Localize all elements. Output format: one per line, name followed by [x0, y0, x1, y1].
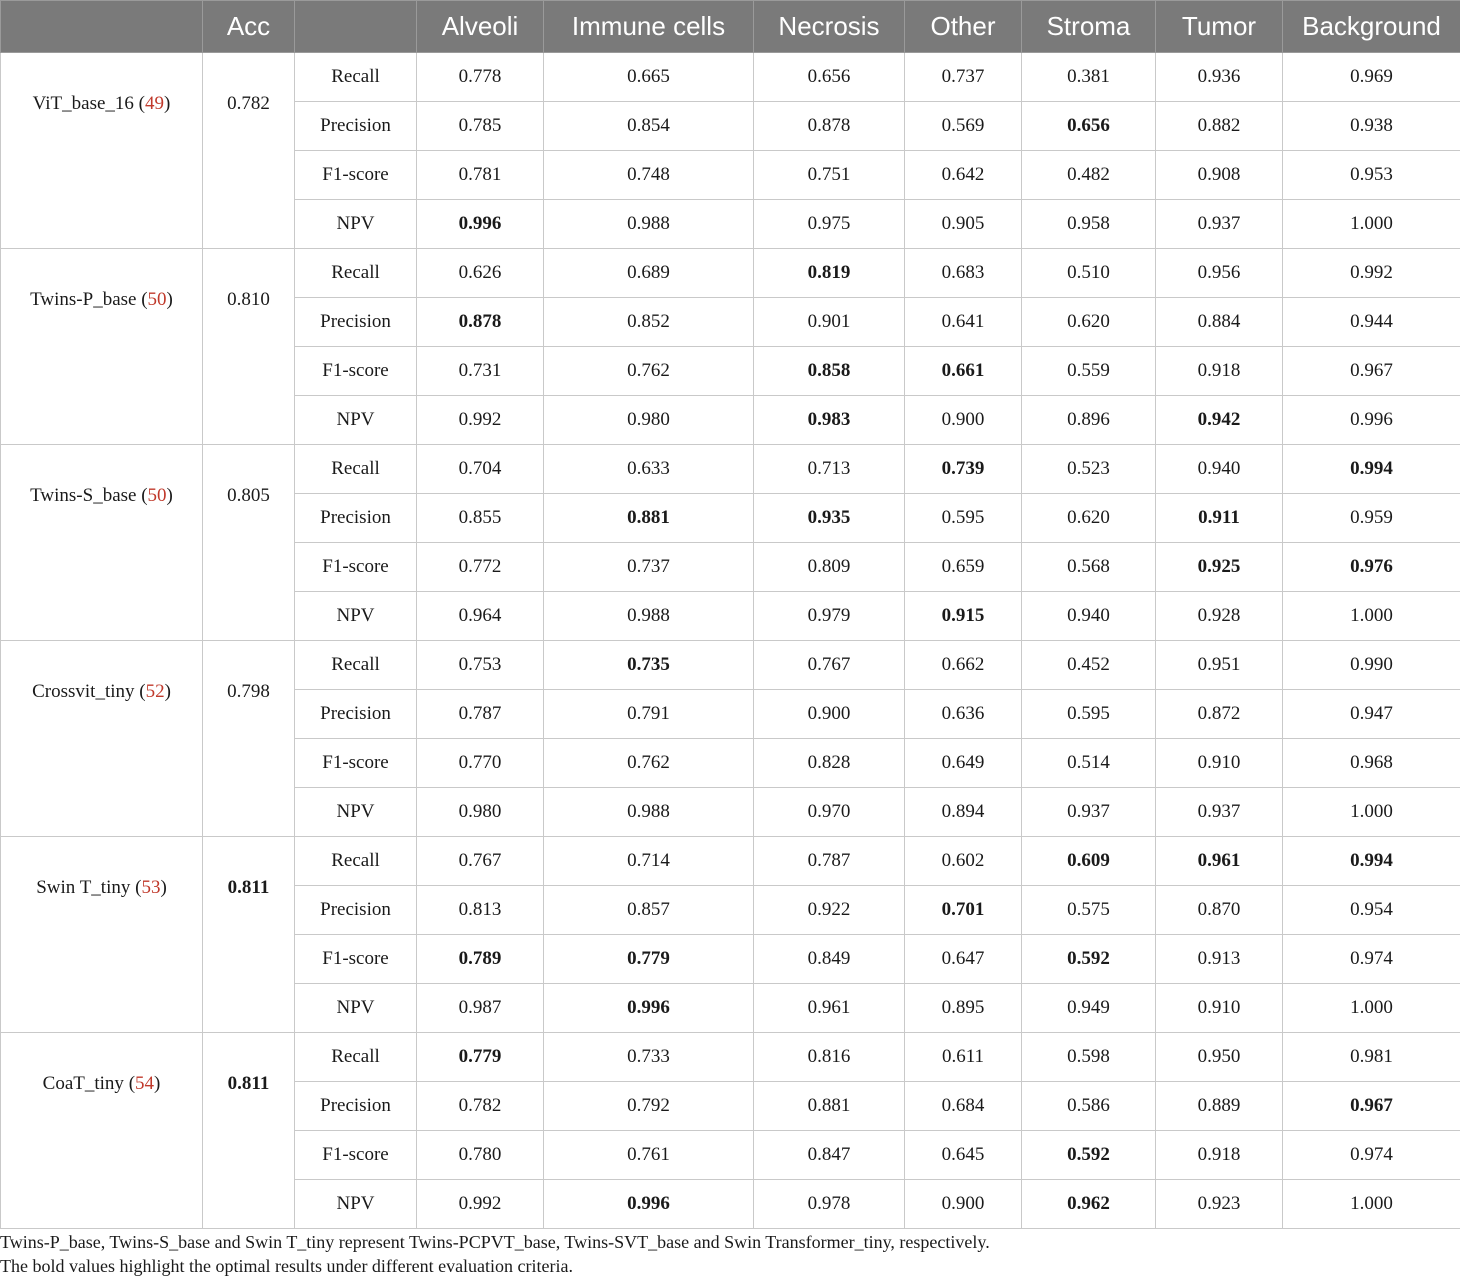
value-cell: 0.974	[1283, 935, 1460, 984]
value-cell: 0.780	[417, 1131, 544, 1180]
value-cell: 0.849	[754, 935, 905, 984]
value-cell: 0.878	[754, 102, 905, 151]
value-cell: 0.575	[1022, 886, 1156, 935]
reference-link[interactable]: 52	[145, 681, 165, 702]
value-cell: 0.911	[1156, 494, 1283, 543]
value-cell: 0.569	[905, 102, 1022, 151]
header-class-necrosis: Necrosis	[754, 1, 905, 53]
value-cell: 0.778	[417, 53, 544, 102]
value-cell: 0.992	[417, 1180, 544, 1229]
value-cell: 0.900	[754, 690, 905, 739]
value-cell: 0.714	[544, 837, 754, 886]
value-cell: 0.951	[1156, 641, 1283, 690]
footnote-bold-values: The bold values highlight the optimal results under different evaluation criteria.	[0, 1256, 574, 1276]
value-cell: 0.819	[754, 249, 905, 298]
accuracy-cell: 0.811	[203, 1033, 295, 1229]
metric-label: Precision	[295, 690, 417, 739]
header-row	[1, 1, 1460, 53]
table-row	[1, 445, 1460, 494]
value-cell: 0.918	[1156, 1131, 1283, 1180]
value-cell: 0.953	[1283, 151, 1460, 200]
value-cell: 0.987	[417, 984, 544, 1033]
model-name: Swin T_tiny	[36, 877, 131, 898]
value-cell: 0.813	[417, 886, 544, 935]
value-cell: 0.785	[417, 102, 544, 151]
value-cell: 0.978	[754, 1180, 905, 1229]
value-cell: 0.737	[905, 53, 1022, 102]
table-row	[1, 837, 1460, 886]
metric-label: Recall	[295, 1033, 417, 1082]
value-cell: 0.647	[905, 935, 1022, 984]
metric-label: Recall	[295, 445, 417, 494]
value-cell: 0.665	[544, 53, 754, 102]
value-cell: 0.922	[754, 886, 905, 935]
value-cell: 0.662	[905, 641, 1022, 690]
value-cell: 0.983	[754, 396, 905, 445]
metric-label: NPV	[295, 788, 417, 837]
value-cell: 0.949	[1022, 984, 1156, 1033]
value-cell: 1.000	[1283, 592, 1460, 641]
value-cell: 0.761	[544, 1131, 754, 1180]
value-cell: 0.935	[754, 494, 905, 543]
value-cell: 0.735	[544, 641, 754, 690]
reference-link[interactable]: 50	[147, 289, 167, 310]
metric-label: Recall	[295, 53, 417, 102]
value-cell: 0.878	[417, 298, 544, 347]
value-cell: 0.910	[1156, 984, 1283, 1033]
value-cell: 0.881	[544, 494, 754, 543]
value-cell: 0.659	[905, 543, 1022, 592]
model-name-cell: CoaT_tiny (54)	[1, 1033, 203, 1229]
value-cell: 1.000	[1283, 200, 1460, 249]
value-cell: 0.881	[754, 1082, 905, 1131]
metric-label: F1-score	[295, 739, 417, 788]
value-cell: 0.964	[417, 592, 544, 641]
value-cell: 0.975	[754, 200, 905, 249]
header-class-tumor: Tumor	[1156, 1, 1283, 53]
value-cell: 0.889	[1156, 1082, 1283, 1131]
metric-label: F1-score	[295, 151, 417, 200]
value-cell: 0.954	[1283, 886, 1460, 935]
metric-label: F1-score	[295, 543, 417, 592]
value-cell: 0.988	[544, 788, 754, 837]
metric-label: Recall	[295, 641, 417, 690]
value-cell: 0.996	[544, 1180, 754, 1229]
value-cell: 0.592	[1022, 1131, 1156, 1180]
model-name: ViT_base_16	[32, 93, 134, 114]
value-cell: 0.731	[417, 347, 544, 396]
value-cell: 0.858	[754, 347, 905, 396]
value-cell: 0.733	[544, 1033, 754, 1082]
value-cell: 0.620	[1022, 494, 1156, 543]
value-cell: 1.000	[1283, 788, 1460, 837]
value-cell: 0.847	[754, 1131, 905, 1180]
metric-label: F1-score	[295, 347, 417, 396]
table-row	[1, 1033, 1460, 1082]
value-cell: 0.592	[1022, 935, 1156, 984]
model-name: Crossvit_tiny	[32, 681, 135, 702]
value-cell: 0.701	[905, 886, 1022, 935]
value-cell: 0.962	[1022, 1180, 1156, 1229]
header-class-other: Other	[905, 1, 1022, 53]
value-cell: 0.611	[905, 1033, 1022, 1082]
value-cell: 0.979	[754, 592, 905, 641]
value-cell: 0.633	[544, 445, 754, 494]
value-cell: 0.910	[1156, 739, 1283, 788]
value-cell: 0.852	[544, 298, 754, 347]
value-cell: 0.968	[1283, 739, 1460, 788]
accuracy-cell: 0.782	[203, 53, 295, 249]
value-cell: 0.689	[544, 249, 754, 298]
value-cell: 0.900	[905, 1180, 1022, 1229]
value-cell: 0.595	[1022, 690, 1156, 739]
metric-label: Precision	[295, 494, 417, 543]
metric-label: NPV	[295, 1180, 417, 1229]
reference-link[interactable]: 50	[147, 485, 167, 506]
value-cell: 0.779	[544, 935, 754, 984]
value-cell: 0.683	[905, 249, 1022, 298]
value-cell: 0.854	[544, 102, 754, 151]
value-cell: 0.792	[544, 1082, 754, 1131]
value-cell: 0.510	[1022, 249, 1156, 298]
value-cell: 0.602	[905, 837, 1022, 886]
value-cell: 1.000	[1283, 984, 1460, 1033]
value-cell: 0.947	[1283, 690, 1460, 739]
value-cell: 0.961	[1156, 837, 1283, 886]
value-cell: 0.645	[905, 1131, 1022, 1180]
value-cell: 0.950	[1156, 1033, 1283, 1082]
value-cell: 0.994	[1283, 445, 1460, 494]
value-cell: 0.781	[417, 151, 544, 200]
value-cell: 0.816	[754, 1033, 905, 1082]
value-cell: 0.514	[1022, 739, 1156, 788]
value-cell: 0.981	[1283, 1033, 1460, 1082]
value-cell: 0.636	[905, 690, 1022, 739]
value-cell: 0.791	[544, 690, 754, 739]
value-cell: 0.915	[905, 592, 1022, 641]
value-cell: 0.913	[1156, 935, 1283, 984]
value-cell: 0.872	[1156, 690, 1283, 739]
accuracy-cell: 0.805	[203, 445, 295, 641]
value-cell: 0.523	[1022, 445, 1156, 494]
value-cell: 0.884	[1156, 298, 1283, 347]
model-name: CoaT_tiny	[42, 1073, 124, 1094]
value-cell: 0.928	[1156, 592, 1283, 641]
value-cell: 0.996	[544, 984, 754, 1033]
value-cell: 0.988	[544, 592, 754, 641]
value-cell: 0.684	[905, 1082, 1022, 1131]
metric-label: F1-score	[295, 935, 417, 984]
value-cell: 0.988	[544, 200, 754, 249]
value-cell: 0.751	[754, 151, 905, 200]
value-cell: 0.642	[905, 151, 1022, 200]
value-cell: 0.980	[544, 396, 754, 445]
value-cell: 0.967	[1283, 347, 1460, 396]
accuracy-cell: 0.811	[203, 837, 295, 1033]
value-cell: 0.559	[1022, 347, 1156, 396]
value-cell: 0.704	[417, 445, 544, 494]
value-cell: 0.649	[905, 739, 1022, 788]
metric-label: NPV	[295, 984, 417, 1033]
reference-link[interactable]: 49	[144, 93, 164, 114]
header-class-stroma: Stroma	[1022, 1, 1156, 53]
value-cell: 0.737	[544, 543, 754, 592]
value-cell: 0.767	[417, 837, 544, 886]
model-name: Twins-P_base	[30, 289, 137, 310]
header-class-alveoli: Alveoli	[417, 1, 544, 53]
value-cell: 0.996	[417, 200, 544, 249]
value-cell: 0.626	[417, 249, 544, 298]
value-cell: 0.905	[905, 200, 1022, 249]
value-cell: 0.598	[1022, 1033, 1156, 1082]
value-cell: 0.620	[1022, 298, 1156, 347]
value-cell: 0.896	[1022, 396, 1156, 445]
value-cell: 0.937	[1156, 788, 1283, 837]
metric-label: F1-score	[295, 1131, 417, 1180]
value-cell: 0.942	[1156, 396, 1283, 445]
metric-label: Recall	[295, 249, 417, 298]
value-cell: 0.595	[905, 494, 1022, 543]
value-cell: 0.787	[754, 837, 905, 886]
value-cell: 0.937	[1156, 200, 1283, 249]
value-cell: 0.967	[1283, 1082, 1460, 1131]
header-metric	[295, 1, 417, 53]
value-cell: 0.762	[544, 739, 754, 788]
value-cell: 0.586	[1022, 1082, 1156, 1131]
value-cell: 0.779	[417, 1033, 544, 1082]
header-class-immune-cells: Immune cells	[544, 1, 754, 53]
value-cell: 0.894	[905, 788, 1022, 837]
model-name: Twins-S_base	[30, 485, 137, 506]
accuracy-cell: 0.798	[203, 641, 295, 837]
value-cell: 0.908	[1156, 151, 1283, 200]
value-cell: 0.828	[754, 739, 905, 788]
metric-label: Recall	[295, 837, 417, 886]
value-cell: 0.959	[1283, 494, 1460, 543]
value-cell: 0.782	[417, 1082, 544, 1131]
metric-label: Precision	[295, 886, 417, 935]
value-cell: 0.748	[544, 151, 754, 200]
value-cell: 0.870	[1156, 886, 1283, 935]
footnote-abbreviations: Twins-P_base, Twins-S_base and Swin T_tiny represent Twins-PCPVT_base, Twins-SVT_base and Swin Transformer_tiny, respectively.	[0, 1232, 990, 1252]
value-cell: 0.990	[1283, 641, 1460, 690]
header-class-background: Background	[1283, 1, 1460, 53]
value-cell: 0.923	[1156, 1180, 1283, 1229]
value-cell: 0.609	[1022, 837, 1156, 886]
metric-label: NPV	[295, 200, 417, 249]
value-cell: 0.789	[417, 935, 544, 984]
value-cell: 0.895	[905, 984, 1022, 1033]
accuracy-cell: 0.810	[203, 249, 295, 445]
value-cell: 0.970	[754, 788, 905, 837]
value-cell: 0.940	[1022, 592, 1156, 641]
value-cell: 0.996	[1283, 396, 1460, 445]
value-cell: 0.713	[754, 445, 905, 494]
value-cell: 0.992	[417, 396, 544, 445]
metric-label: Precision	[295, 1082, 417, 1131]
value-cell: 0.809	[754, 543, 905, 592]
value-cell: 0.976	[1283, 543, 1460, 592]
value-cell: 0.969	[1283, 53, 1460, 102]
value-cell: 0.772	[417, 543, 544, 592]
value-cell: 0.940	[1156, 445, 1283, 494]
model-name-cell: Crossvit_tiny (52)	[1, 641, 203, 837]
reference-link[interactable]: 54	[135, 1073, 155, 1094]
value-cell: 0.901	[754, 298, 905, 347]
metric-label: Precision	[295, 102, 417, 151]
value-cell: 0.452	[1022, 641, 1156, 690]
value-cell: 0.958	[1022, 200, 1156, 249]
value-cell: 0.855	[417, 494, 544, 543]
value-cell: 0.739	[905, 445, 1022, 494]
model-name-cell: Swin T_tiny (53)	[1, 837, 203, 1033]
metric-label: NPV	[295, 592, 417, 641]
value-cell: 0.882	[1156, 102, 1283, 151]
value-cell: 0.568	[1022, 543, 1156, 592]
value-cell: 0.857	[544, 886, 754, 935]
value-cell: 0.661	[905, 347, 1022, 396]
table-row	[1, 53, 1460, 102]
table-row	[1, 249, 1460, 298]
value-cell: 0.936	[1156, 53, 1283, 102]
value-cell: 0.656	[1022, 102, 1156, 151]
value-cell: 0.482	[1022, 151, 1156, 200]
value-cell: 0.641	[905, 298, 1022, 347]
metric-label: Precision	[295, 298, 417, 347]
value-cell: 0.956	[1156, 249, 1283, 298]
value-cell: 0.938	[1283, 102, 1460, 151]
value-cell: 0.900	[905, 396, 1022, 445]
value-cell: 0.787	[417, 690, 544, 739]
value-cell: 0.656	[754, 53, 905, 102]
table-footnotes	[0, 1230, 1460, 1278]
value-cell: 0.753	[417, 641, 544, 690]
header-model	[1, 1, 203, 53]
value-cell: 0.925	[1156, 543, 1283, 592]
value-cell: 0.944	[1283, 298, 1460, 347]
header-acc: Acc	[203, 1, 295, 53]
value-cell: 0.937	[1022, 788, 1156, 837]
table-row	[1, 641, 1460, 690]
model-name-cell: ViT_base_16 (49)	[1, 53, 203, 249]
value-cell: 0.918	[1156, 347, 1283, 396]
value-cell: 0.980	[417, 788, 544, 837]
model-name-cell: Twins-S_base (50)	[1, 445, 203, 641]
value-cell: 1.000	[1283, 1180, 1460, 1229]
value-cell: 0.961	[754, 984, 905, 1033]
value-cell: 0.994	[1283, 837, 1460, 886]
value-cell: 0.762	[544, 347, 754, 396]
value-cell: 0.767	[754, 641, 905, 690]
metric-label: NPV	[295, 396, 417, 445]
value-cell: 0.770	[417, 739, 544, 788]
value-cell: 0.974	[1283, 1131, 1460, 1180]
value-cell: 0.992	[1283, 249, 1460, 298]
value-cell: 0.381	[1022, 53, 1156, 102]
model-name-cell: Twins-P_base (50)	[1, 249, 203, 445]
reference-link[interactable]: 53	[141, 877, 161, 898]
table-body	[1, 53, 1460, 1229]
